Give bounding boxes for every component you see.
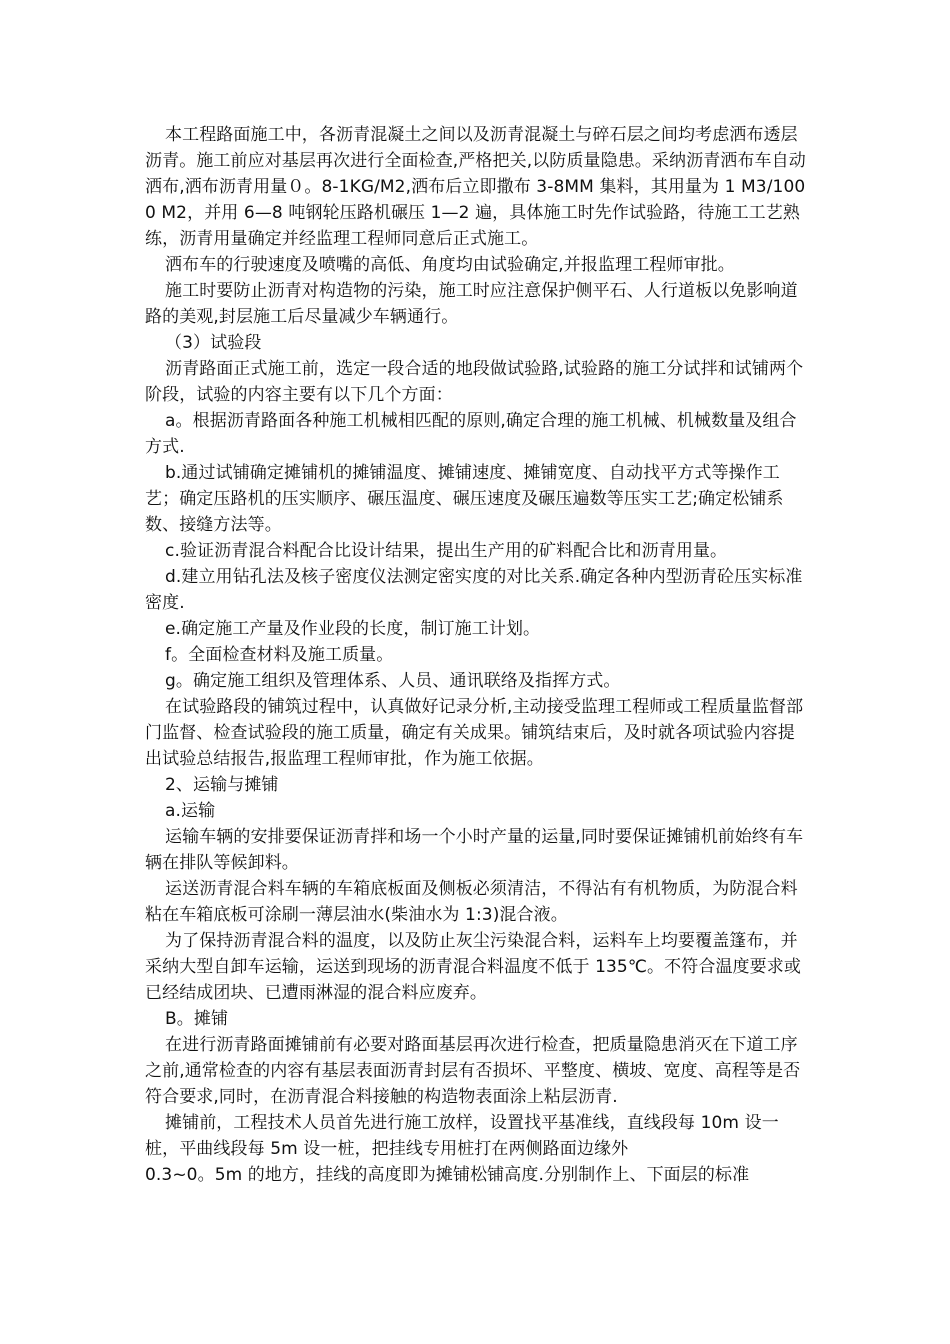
section-heading-transport-paving: 2、运输与摊铺 xyxy=(165,775,279,795)
list-item-e: e.确定施工产量及作业段的长度，制订施工计划。 xyxy=(165,619,541,639)
list-item-g: g。确定施工组织及管理体系、人员、通讯联络及指挥方式。 xyxy=(165,671,621,691)
paragraph-1: 本工程路面施工中，各沥青混凝土之间以及沥青混凝土与碎石层之间均考虑洒布透层沥青。施工前应对基层再次进行全面检查,严格把关,以防质量隐患。采纳沥青洒布车自动洒布,洒布沥青用量０。8-1KG/M2,洒布后立即撒布 3-8MM 集料，其用量为 1 M3/1000 M2，并用 6—8 吨钢轮压路机碾压 1—2 遍，具体施工时先作试验路，待施工工艺熟练，沥青用量确定并经监理工程师同意后正式施工。 xyxy=(145,125,806,249)
paragraph-22: 0.3~0。5m 的地方，挂线的高度即为摊铺松铺高度.分别制作上、下面层的标准 xyxy=(145,1165,750,1185)
list-item-a: a。根据沥青路面各种施工机械相匹配的原则,确定合理的施工机械、机械数量及组合方式. xyxy=(145,411,797,457)
list-item-c: c.验证沥青混合料配合比设计结果，提出生产用的矿料配合比和沥青用量。 xyxy=(165,541,728,561)
paragraph-3: 施工时要防止沥青对构造物的污染，施工时应注意保护侧平石、人行道板以免影响道路的美观,封层施工后尽量减少车辆通行。 xyxy=(145,281,798,327)
paragraph-18: 为了保持沥青混合料的温度，以及防止灰尘污染混合料，运料车上均要覆盖篷布，并采纳大型自卸车运输，运送到现场的沥青混合料温度不低于 135℃。不符合温度要求或已经结成团块、已遭雨淋湿的混合料应废弃。 xyxy=(145,931,801,1003)
list-item-f: f。全面检查材料及施工质量。 xyxy=(165,645,394,665)
paragraph-5: 沥青路面正式施工前，选定一段合适的地段做试验路,试验路的施工分试拌和试铺两个阶段，试验的内容主要有以下几个方面： xyxy=(145,359,804,405)
list-item-b: b.通过试铺确定摊铺机的摊铺温度、摊铺速度、摊铺宽度、自动找平方式等操作工艺；确定压路机的压实顺序、碾压温度、碾压速度及碾压遍数等压实工艺;确定松铺系数、接缝方法等。 xyxy=(145,463,784,535)
subheading-transport: a.运输 xyxy=(165,801,216,821)
subheading-paving: B。摊铺 xyxy=(165,1009,229,1029)
paragraph-16: 运输车辆的安排要保证沥青拌和场一个小时产量的运量,同时要保证摊铺机前始终有车辆在排队等候卸料。 xyxy=(145,827,804,873)
paragraph-20: 在进行沥青路面摊铺前有必要对路面基层再次进行检查，把质量隐患消灭在下道工序之前,通常检查的内容有基层表面沥青封层有否损坏、平整度、横坡、宽度、高程等是否符合要求,同时，在沥青混合料接触的构造物表面涂上粘层沥青. xyxy=(145,1035,801,1107)
paragraph-17: 运送沥青混合料车辆的车箱底板面及侧板必须清洁，不得沾有有机物质，为防混合料粘在车箱底板可涂刷一薄层油水(柴油水为 1:3)混合液。 xyxy=(145,879,798,925)
paragraph-2: 洒布车的行驶速度及喷嘴的高低、角度均由试验确定,并报监理工程师审批。 xyxy=(165,255,735,275)
paragraph-13: 在试验路段的铺筑过程中，认真做好记录分析,主动接受监理工程师或工程质量监督部门监督、检查试验段的施工质量，确定有关成果。铺筑结束后，及时就各项试验内容提出试验总结报告,报监理工程师审批，作为施工依据。 xyxy=(145,697,804,769)
list-item-d: d.建立用钻孔法及核子密度仪法测定密实度的对比关系.确定各种内型沥青砼压实标准密度. xyxy=(145,567,803,613)
section-heading-test-section: （3）试验段 xyxy=(165,333,262,353)
paragraph-21: 摊铺前，工程技术人员首先进行施工放样，设置找平基准线，直线段每 10m 设一桩，平曲线段每 5m 设一桩，把挂线专用桩打在两侧路面边缘外 xyxy=(145,1113,779,1159)
